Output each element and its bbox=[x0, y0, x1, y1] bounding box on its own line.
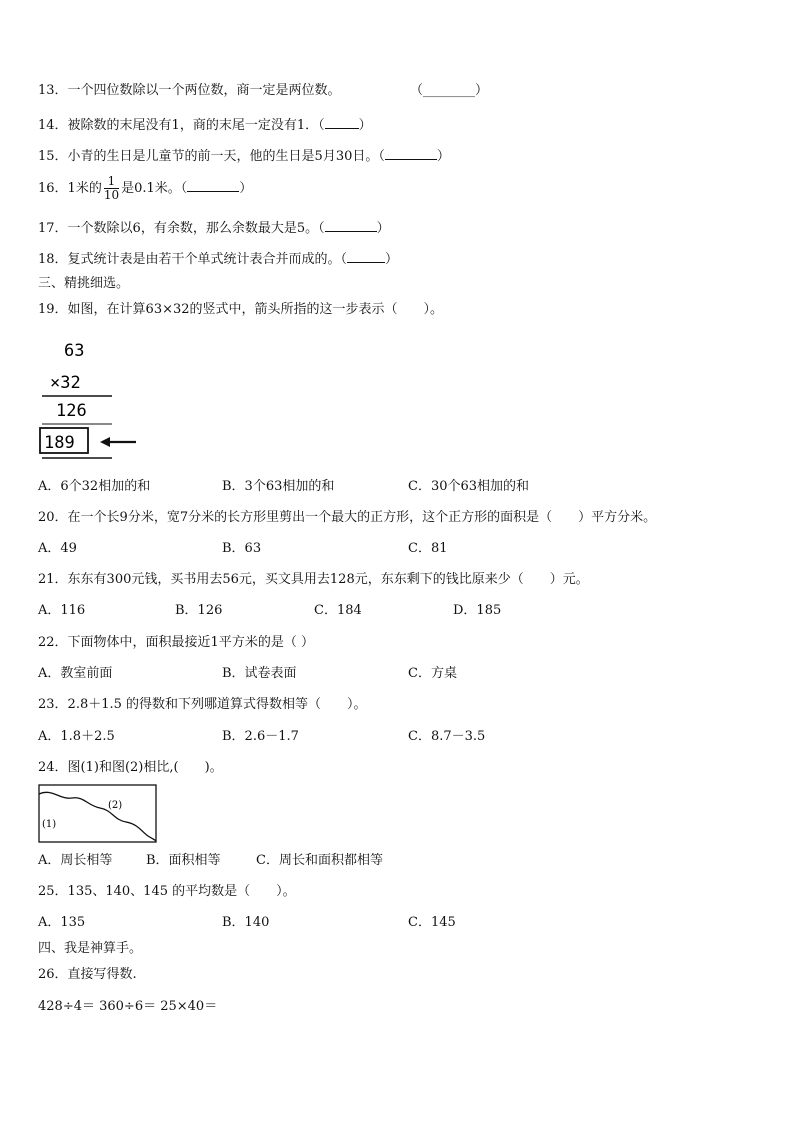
q23-option-a[interactable]: A．1.8＋2.5 bbox=[38, 729, 115, 744]
question-14: 14．被除数的末尾没有1，商的末尾一定没有1．（ ） bbox=[38, 118, 372, 133]
rectangle-split-figure bbox=[38, 784, 158, 844]
question-16: 16．1米的 $\frac{1}{10}$ 是0.1米。（ ） bbox=[38, 174, 253, 202]
q22-option-b[interactable]: B．试卷表面 bbox=[222, 666, 297, 681]
question-21: 21．东东有300元钱，买书用去56元，买文具用去128元，东东剩下的钱比原来少（ ）元。 bbox=[38, 572, 589, 587]
question-24: 24．图(1)和图(2)相比,( )。 bbox=[38, 760, 223, 775]
vertical-multiplication-figure bbox=[36, 336, 140, 466]
q19-option-a[interactable]: A．6个32相加的和 bbox=[38, 479, 151, 494]
question-13-text: 13．一个四位数除以一个两位数，商一定是两位数。 bbox=[38, 83, 341, 98]
answer-blank[interactable] bbox=[325, 219, 377, 232]
section-heading-4: 四、我是神算手。 bbox=[38, 941, 143, 956]
answer-blank[interactable] bbox=[347, 250, 385, 263]
question-22: 22．下面物体中，面积最接近1平方米的是（ ） bbox=[38, 635, 314, 650]
q21-option-a[interactable]: A．116 bbox=[38, 603, 86, 618]
q24-option-c[interactable]: C．周长和面积都相等 bbox=[256, 853, 383, 868]
q22-option-c[interactable]: C．方桌 bbox=[408, 666, 457, 681]
question-13-answer-blank[interactable]: （________） bbox=[410, 83, 489, 98]
q19-option-b[interactable]: B．3个63相加的和 bbox=[222, 479, 335, 494]
q19-option-c[interactable]: C．30个63相加的和 bbox=[408, 479, 530, 494]
q25-option-a[interactable]: A．135 bbox=[38, 915, 86, 930]
question-13 bbox=[38, 83, 341, 99]
outer-rectangle bbox=[39, 785, 156, 842]
figure-label-1: (1) bbox=[42, 819, 57, 830]
question-23: 23．2.8＋1.5 的得数和下列哪道算式得数相等（ ）。 bbox=[38, 697, 367, 712]
section-heading-3: 三、精挑细选。 bbox=[38, 276, 130, 291]
q24-option-b[interactable]: B．面积相等 bbox=[146, 853, 221, 868]
q22-option-a[interactable]: A．教室前面 bbox=[38, 666, 113, 681]
figure-label-2: (2) bbox=[108, 800, 123, 811]
question-15-text: 15．小青的生日是儿童节的前一天，他的生日是5月30日。（ bbox=[38, 149, 385, 164]
mental-math-expressions: 428÷4＝ 360÷6＝ 25×40＝ bbox=[38, 999, 218, 1014]
q20-option-b[interactable]: B．63 bbox=[222, 541, 262, 556]
q25-option-b[interactable]: B．140 bbox=[222, 915, 270, 930]
partial-product-1: 126 bbox=[56, 401, 87, 421]
multiplicand: 63 bbox=[64, 341, 85, 361]
answer-blank[interactable] bbox=[325, 116, 359, 129]
q23-option-c[interactable]: C．8.7－3.5 bbox=[408, 729, 486, 744]
answer-blank[interactable] bbox=[385, 147, 437, 160]
question-15: 15．小青的生日是儿童节的前一天，他的生日是5月30日。（ ） bbox=[38, 149, 450, 164]
question-17: 17．一个数除以6，有余数，那么余数最大是5。（ ） bbox=[38, 221, 390, 236]
answer-blank[interactable] bbox=[187, 179, 239, 192]
q21-option-b[interactable]: B．126 bbox=[175, 603, 223, 618]
q21-option-c[interactable]: C．184 bbox=[314, 603, 362, 618]
q24-option-a[interactable]: A．周长相等 bbox=[38, 853, 113, 868]
q20-option-c[interactable]: C．81 bbox=[408, 541, 448, 556]
q25-option-c[interactable]: C．145 bbox=[408, 915, 456, 930]
curved-divider bbox=[39, 792, 156, 841]
question-25: 25．135、140、145 的平均数是（ ）。 bbox=[38, 884, 296, 899]
question-14-text: 14．被除数的末尾没有1，商的末尾一定没有1．（ bbox=[38, 118, 325, 133]
q23-option-b[interactable]: B．2.6－1.7 bbox=[222, 729, 299, 744]
fraction-one-tenth: $\frac{1}{10}$ bbox=[103, 174, 120, 202]
q21-option-d[interactable]: D．185 bbox=[453, 603, 502, 618]
question-20: 20．在一个长9分米，宽7分米的长方形里剪出一个最大的正方形，这个正方形的面积是（ ）平方分米。 bbox=[38, 510, 657, 525]
q20-option-a[interactable]: A．49 bbox=[38, 541, 77, 556]
multiplier: ×32 bbox=[50, 373, 81, 393]
question-18: 18．复式统计表是由若干个单式统计表合并而成的。（ ） bbox=[38, 252, 399, 267]
question-19: 19．如图，在计算63×32的竖式中，箭头所指的这一步表示（ ）。 bbox=[38, 302, 444, 317]
question-26: 26．直接写得数. bbox=[38, 967, 137, 982]
arrow-head-icon bbox=[100, 437, 110, 447]
partial-product-2: 189 bbox=[44, 433, 75, 453]
